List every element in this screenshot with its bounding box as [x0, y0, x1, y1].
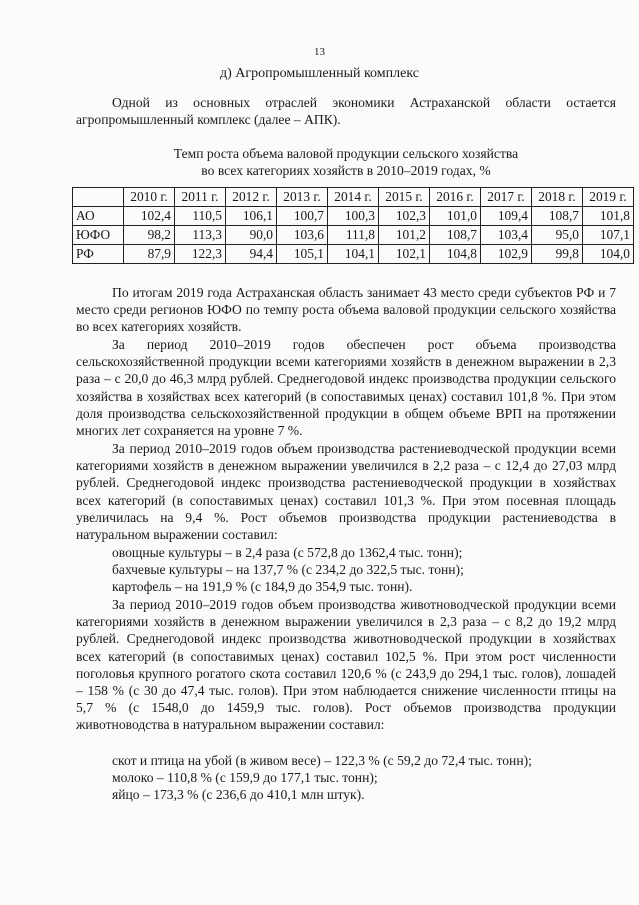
intro-paragraph: Одной из основных отраслей экономики Астраханской области остается агропромышленный комплекс (далее – АПК). [76, 95, 616, 128]
year-header: 2013 г. [277, 188, 328, 207]
crops-list [112, 544, 612, 596]
table-cell: 90,0 [226, 226, 277, 245]
table-cell: 98,2 [124, 226, 175, 245]
table-row [73, 245, 634, 264]
table-row [73, 226, 634, 245]
table-cell: 109,4 [481, 207, 532, 226]
table-cell: 102,1 [379, 245, 430, 264]
table-cell: 104,0 [583, 245, 634, 264]
table-cell: 106,1 [226, 207, 277, 226]
list-item: молоко – 110,8 % (с 159,9 до 177,1 тыс. тонн); [112, 770, 378, 786]
year-header: 2016 г. [430, 188, 481, 207]
year-header: 2017 г. [481, 188, 532, 207]
table-cell: 101,0 [430, 207, 481, 226]
table-cell: 105,1 [277, 245, 328, 264]
livestock-list [112, 752, 612, 804]
section-title: д) Агропромышленный комплекс [219, 66, 420, 81]
year-header: 2019 г. [583, 188, 634, 207]
table-corner-cell [73, 188, 124, 207]
year-header: 2011 г. [175, 188, 226, 207]
year-header: 2010 г. [124, 188, 175, 207]
table-caption [76, 145, 616, 179]
table-cell: 103,4 [481, 226, 532, 245]
table-header-row [73, 188, 634, 207]
table-cell: 94,4 [226, 245, 277, 264]
table-cell: 101,8 [583, 207, 634, 226]
table-cell: 102,3 [379, 207, 430, 226]
row-label: ЮФО [73, 226, 124, 245]
livestock-production-paragraph: За период 2010–2019 годов объем производства животноводческой продукции всеми категориями хозяйств в денежном выражении увеличился в 2,3 раза – с 8,2 до 19,2 млрд рублей. Среднегодовой индекс производства животноводческой продукции в хозяйствах всех категорий (в сопоставимых ценах) составил 102,5 %. При этом рост численности поголовья крупного рогатого скота составил 120,6 % (с 243,9 до 294,1 тыс. голов), лошадей – 158 % (с 30 до 47,4 тыс. голов). При этом наблюдается снижение численности птицы на 5,7 % (с 1548,0 до 1459,9 тыс. голов). Рост объемов производства продукции животноводства в натуральном выражении составил: [76, 597, 616, 733]
list-item: картофель – на 191,9 % (с 184,9 до 354,9 тыс. тонн). [112, 579, 413, 595]
table-cell: 100,3 [328, 207, 379, 226]
table-cell: 99,8 [532, 245, 583, 264]
table-cell: 87,9 [124, 245, 175, 264]
table-cell: 101,2 [379, 226, 430, 245]
table-cell: 100,7 [277, 207, 328, 226]
table-cell: 102,9 [481, 245, 532, 264]
year-header: 2018 г. [532, 188, 583, 207]
table-cell: 113,3 [175, 226, 226, 245]
year-header: 2014 г. [328, 188, 379, 207]
year-header: 2012 г. [226, 188, 277, 207]
table-cell: 95,0 [532, 226, 583, 245]
page-number: 13 [314, 46, 325, 58]
table-cell: 108,7 [532, 207, 583, 226]
row-label: АО [73, 207, 124, 226]
table-caption-line-2: во всех категориях хозяйств в 2010–2019 годах, % [201, 163, 491, 179]
table-cell: 104,1 [328, 245, 379, 264]
table-cell: 108,7 [430, 226, 481, 245]
table-cell: 107,1 [583, 226, 634, 245]
row-label: РФ [73, 245, 124, 264]
table-cell: 104,8 [430, 245, 481, 264]
list-item: скот и птица на убой (в живом весе) – 122,3 % (с 59,2 до 72,4 тыс. тонн); [112, 753, 532, 768]
year-header: 2015 г. [379, 188, 430, 207]
ranking-paragraph: По итогам 2019 года Астраханская область занимает 43 место среди субъектов РФ и 7 место среди регионов ЮФО по темпу роста объема валовой продукции сельского хозяйства во всех категориях хозяйств. [76, 285, 616, 335]
table-caption-line-1: Темп роста объема валовой продукции сельского хозяйства [173, 146, 519, 161]
table-cell: 111,8 [328, 226, 379, 245]
list-item: яйцо – 173,3 % (с 236,6 до 410,1 млн штук). [112, 787, 365, 803]
table-cell: 102,4 [124, 207, 175, 226]
growth-rate-table [72, 187, 634, 264]
crop-production-paragraph: За период 2010–2019 годов объем производства растениеводческой продукции всеми категориями хозяйств в денежном выражении увеличился в 2,2 раза – с 12,4 до 27,03 млрд рублей. Среднегодовой индекс производства растениеводческой продукции в хозяйствах всех категорий (в сопоставимых ценах) составил 101,3 %. При этом посевная площадь увеличилась на 9,4 %. Рост объемов производства продукции растениеводства в натуральном выражении составил: [76, 441, 616, 543]
table-cell: 110,5 [175, 207, 226, 226]
table-cell: 103,6 [277, 226, 328, 245]
list-item: овощные культуры – в 2,4 раза (с 572,8 до 1362,4 тыс. тонн); [112, 545, 463, 560]
table-cell: 122,3 [175, 245, 226, 264]
total-production-paragraph: За период 2010–2019 годов обеспечен рост объема производства сельскохозяйственной продукции всеми категориями хозяйств в денежном выражении в 2,3 раза – с 20,0 до 46,3 млрд рублей. Среднегодовой индекс производства продукции сельского хозяйства в хозяйствах всех категорий (в сопоставимых ценах) составил 101,8 %. При этом доля производства сельскохозяйственной продукции в общем объеме ВРП на протяжении многих лет сохраняется на уровне 7 %. [76, 337, 616, 439]
table-row [73, 207, 634, 226]
list-item: бахчевые культуры – на 137,7 % (с 234,2 до 322,5 тыс. тонн); [112, 562, 464, 578]
